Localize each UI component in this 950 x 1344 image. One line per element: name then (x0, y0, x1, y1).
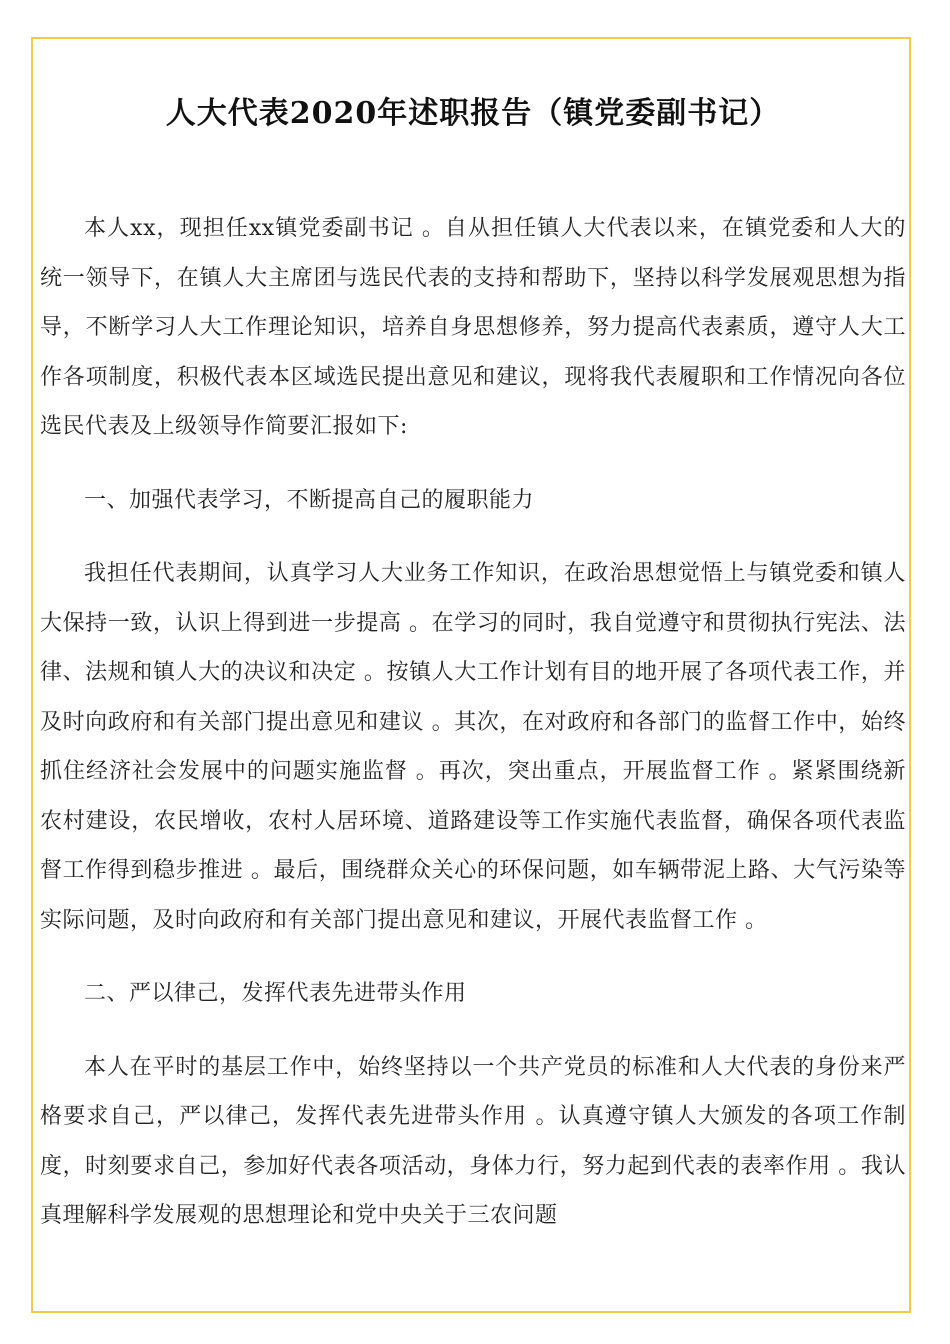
section-heading-1: 一、加强代表学习，不断提高自己的履职能力 (84, 487, 535, 513)
paragraph-section-1: 我担任代表期间，认真学习人大业务工作知识，在政治思想觉悟上与镇党委和镇人大保持一致，认识上得到进一步提高 。在学习的同时，我自觉遵守和贯彻执行宪法、法律、法规和镇人大的决议和决定 。按镇人大工作计划有目的地开展了各项代表工作，并及时向政府和有关部门提出意见和建议 。其次，在对政府和各部门的监督工作中，始终抓住经济社会发展中的问题实施监督 。再次，突出重点，开展监督工作 。紧紧围绕新农村建设，农民增收，农村人居环境、道路建设等工作实施代表监督，确保各项代表监督工作得到稳步推进 。最后，围绕群众关心的环保问题，如车辆带泥上路、大气污染等实际问题，及时向政府和有关部门提出意见和建议，开展代表监督工作 。 (40, 561, 906, 933)
paragraph-intro: 本人xx，现担任xx镇党委副书记 。自从担任镇人大代表以来，在镇党委和人大的统一领导下，在镇人大主席团与选民代表的支持和帮助下，坚持以科学发展观思想为指导，不断学习人大工作理论知识，培养自身思想修养，努力提高代表素质，遵守人大工作各项制度，积极代表本区域选民提出意见和建议，现将我代表履职和工作情况向各位选民代表及上级领导作简要汇报如下: (40, 216, 906, 439)
document-body (40, 90, 906, 1241)
section-heading-2: 二、严以律己，发挥代表先进带头作用 (84, 981, 467, 1006)
paragraph-section-2: 本人在平时的基层工作中，始终坚持以一个共产党员的标准和人大代表的身份来严格要求自己，严以律己，发挥代表先进带头作用 。认真遵守镇人大颁发的各项工作制度，时刻要求自己，参加好代表各项活动，身体力行，努力起到代表的表率作用 。我认真理解科学发展观的思想理论和党中央关于三农问题 (40, 1054, 906, 1228)
document-title: 人大代表2020年述职报告（镇党委副书记） (165, 96, 781, 131)
